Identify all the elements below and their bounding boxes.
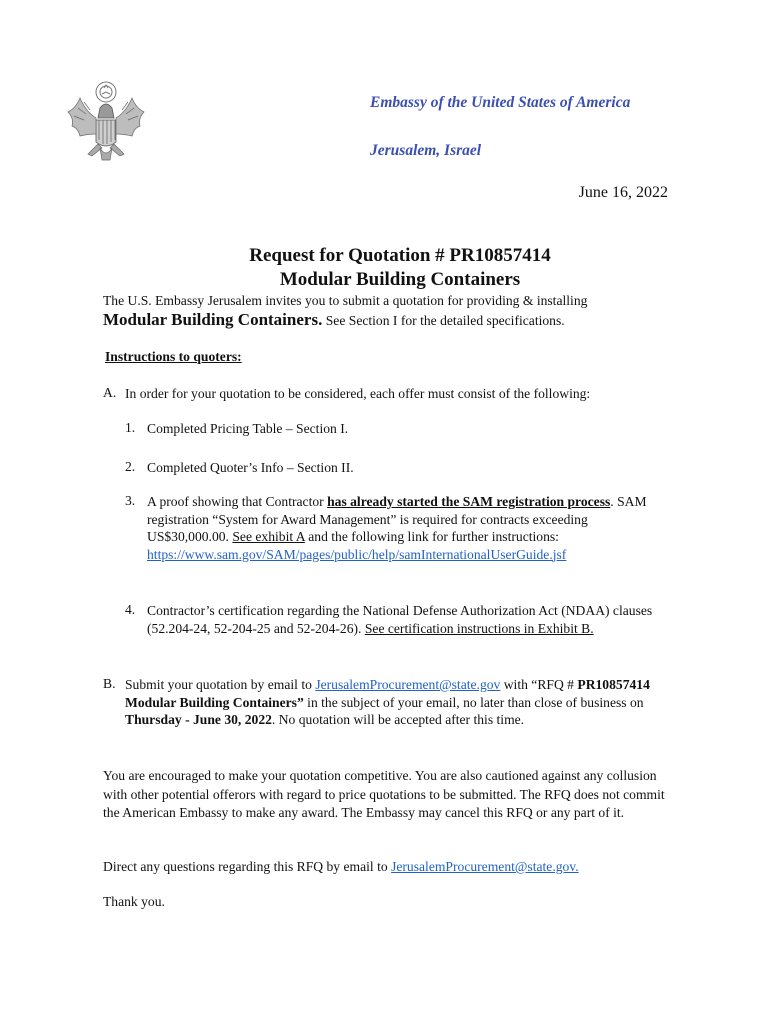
- sam-guide-link[interactable]: https://www.sam.gov/SAM/pages/public/help/samInternationalUserGuide.jsf: [147, 546, 567, 562]
- procurement-email-link[interactable]: JerusalemProcurement@state.gov: [315, 677, 501, 692]
- intro-tail: See Section I for the detailed specifications.: [322, 312, 565, 328]
- closing-text: Thank you.: [103, 894, 165, 909]
- item-2-number: 2.: [125, 459, 136, 474]
- exhibit-b-reference: See certification instructions in Exhibit B.: [364, 620, 594, 636]
- item-3-number: 3.: [125, 493, 136, 508]
- section-b-pre: Submit your quotation by email to: [125, 677, 316, 692]
- item-2-text: Completed Quoter’s Info – Section II.: [147, 460, 354, 475]
- sam-registration-emphasis: has already started the SAM registration process: [327, 494, 611, 509]
- section-b-label: B.: [103, 676, 116, 691]
- questions-paragraph: [103, 858, 668, 877]
- section-b-mid: with “RFQ #: [500, 677, 578, 692]
- section-b-text: [125, 676, 670, 729]
- intro-text: The U.S. Embassy Jerusalem invites you to submit a quotation for providing & installing: [103, 293, 588, 308]
- item-3-pre: A proof showing that Contractor: [147, 494, 328, 509]
- us-great-seal-emblem: [60, 78, 152, 164]
- competitive-paragraph: You are encouraged to make your quotation competitive. You are also cautioned against any collusion with other potential offerors with regard to price quotations to be submitted. The RFQ does not commit the American Embassy to make any award. The Embassy may cancel this RFQ or any part of it.: [103, 768, 665, 820]
- intro-bold: Modular Building Containers.: [103, 309, 323, 329]
- intro-paragraph: [103, 292, 683, 330]
- item-3-text: [147, 493, 672, 563]
- embassy-location: Jerusalem, Israel: [370, 142, 482, 159]
- item-4-number: 4.: [125, 602, 136, 617]
- section-b-post: . No quotation will be accepted after this time.: [271, 712, 525, 727]
- item-4-pre: Contractor’s certification regarding the National Defense Authorization Act (NDAA) clauses (52.204-24, 52-204-25 and 52-204-26).: [147, 603, 653, 636]
- item-1-text: Completed Pricing Table – Section I.: [147, 421, 349, 436]
- instructions-heading: Instructions to quoters:: [105, 349, 242, 364]
- item-3-mid: . SAM registration “System for Award Management” is required for contracts exceeding US$30,000.00.: [147, 494, 647, 544]
- section-a-label: A.: [103, 385, 117, 400]
- rfq-title: Request for Quotation # PR10857414: [249, 245, 551, 266]
- section-b-mid2: in the subject of your email, no later than close of business on: [303, 694, 644, 710]
- item-4-text: [147, 602, 672, 637]
- exhibit-a-reference: See exhibit A: [232, 529, 305, 544]
- rfq-subject: PR10857414 Modular Building Containers”: [125, 677, 650, 710]
- section-a-text: In order for your quotation to be considered, each offer must consist of the following:: [125, 386, 591, 401]
- item-3-post: and the following link for further instructions:: [304, 529, 559, 544]
- embassy-name: Embassy of the United States of America: [370, 94, 631, 111]
- deadline-date: Thursday - June 30, 2022: [125, 712, 272, 727]
- item-1-number: 1.: [125, 420, 136, 435]
- document-date: June 16, 2022: [578, 184, 668, 201]
- rfq-subtitle: Modular Building Containers: [279, 269, 521, 290]
- questions-text: Direct any questions regarding this RFQ by email to: [103, 859, 392, 874]
- questions-email-link[interactable]: JerusalemProcurement@state.gov.: [391, 859, 579, 874]
